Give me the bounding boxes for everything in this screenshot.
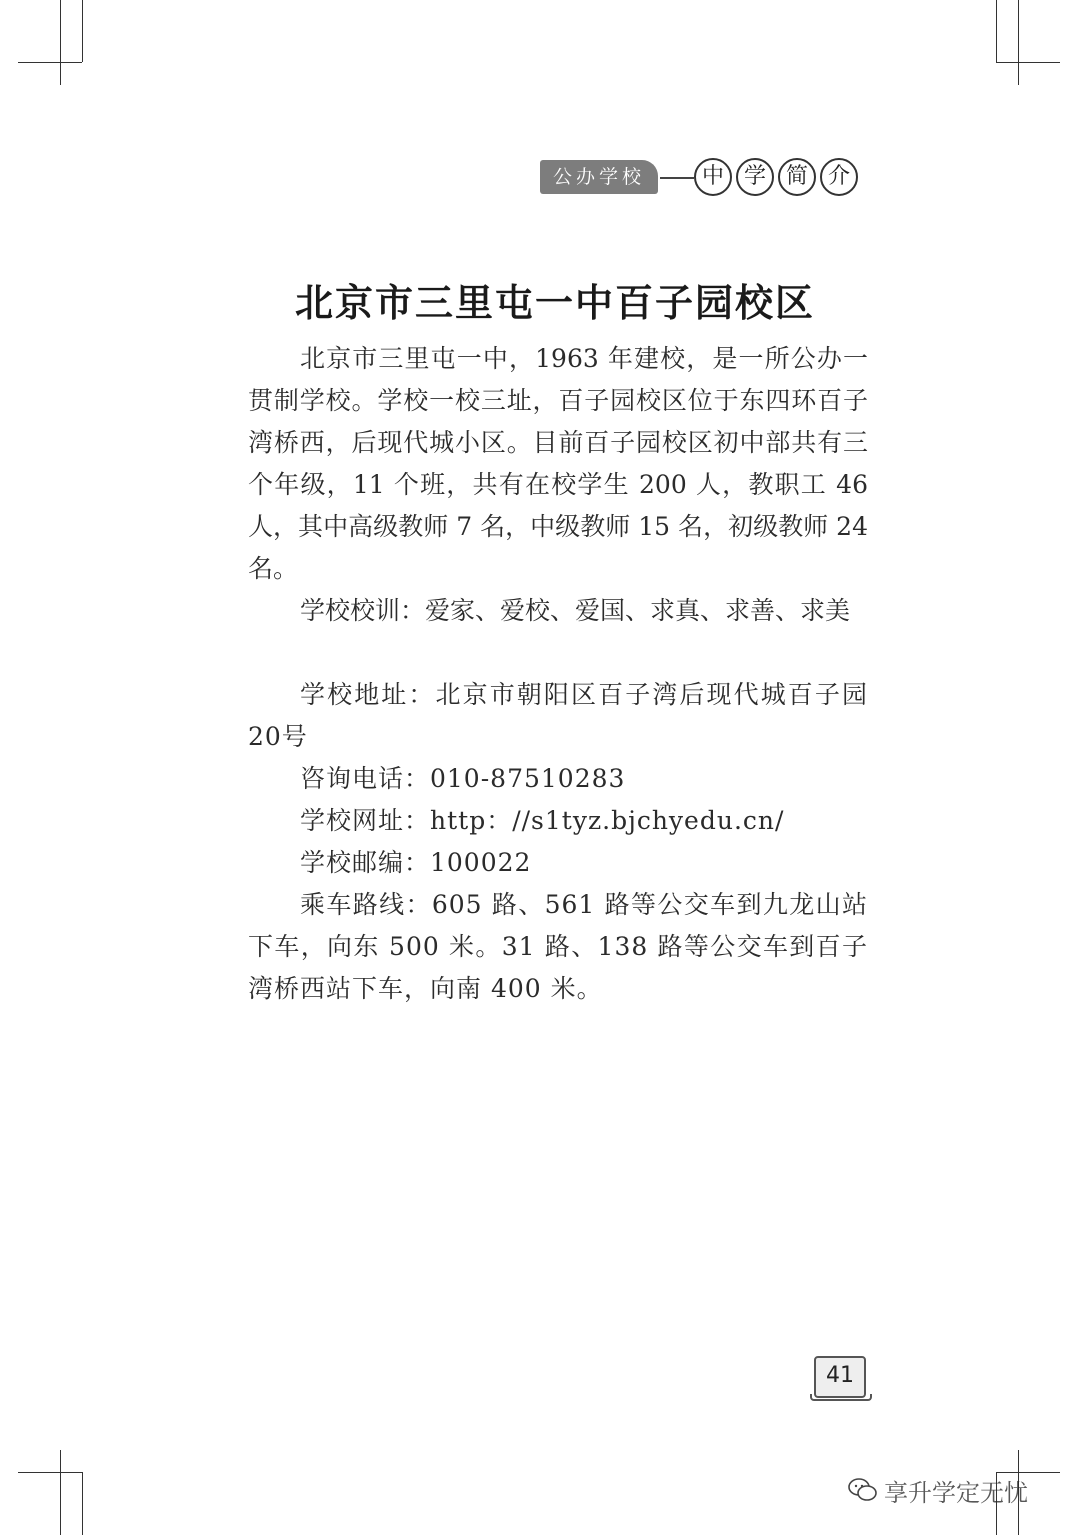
crop-mark [18, 1472, 82, 1473]
crop-mark [996, 0, 997, 62]
watermark [848, 1470, 1028, 1510]
header-connector-line [660, 177, 694, 179]
page-number: 41 [814, 1356, 866, 1398]
crop-mark [18, 62, 82, 63]
info-postcode: 学校邮编：100022 [300, 848, 532, 877]
page-title: 北京市三里屯一中百子园校区 [294, 281, 815, 325]
header-category-tag: 公办学校 [540, 160, 658, 194]
crop-mark [82, 1472, 83, 1535]
crop-mark [60, 0, 61, 85]
body-text [248, 338, 868, 1010]
page-number-book-base [810, 1394, 872, 1401]
info-block [248, 674, 868, 1010]
info-website: 学校网址：http：//s1tyz.bjchyedu.cn/ [300, 806, 785, 835]
header-char-1: 中 [694, 158, 732, 196]
crop-mark [1018, 0, 1019, 85]
watermark-text: 享升学定无忧 [884, 1478, 1028, 1507]
motto-paragraph: 学校校训：爱家、爱校、爱国、求真、求善、求美 [300, 596, 851, 625]
header-char-2: 学 [736, 158, 774, 196]
crop-mark [82, 0, 83, 62]
crop-mark [60, 1450, 61, 1535]
header-char-4: 介 [820, 158, 858, 196]
crop-mark [996, 62, 1060, 63]
intro-paragraph: 北京市三里屯一中，1963 年建校，是一所公办一贯制学校。学校一校三址，百子园校区位于东四环百子湾桥西，后现代城小区。目前百子园校区初中部共有三个年级，11 个班，共有在校学生 200 人，教职工 46 人，其中高级教师 7 名，中级教师 15 名，初级教师 24 名。 [248, 344, 868, 583]
header-char-3: 简 [778, 158, 816, 196]
info-address: 学校地址：北京市朝阳区百子湾后现代城百子园20号 [248, 680, 868, 751]
info-phone: 咨询电话：010-87510283 [300, 764, 626, 793]
info-bus-route: 乘车路线：605 路、561 路等公交车到九龙山站下车，向东 500 米。31 路、138 路等公交车到百子湾桥西站下车，向南 400 米。 [248, 890, 868, 1003]
wechat-icon [848, 1477, 878, 1503]
